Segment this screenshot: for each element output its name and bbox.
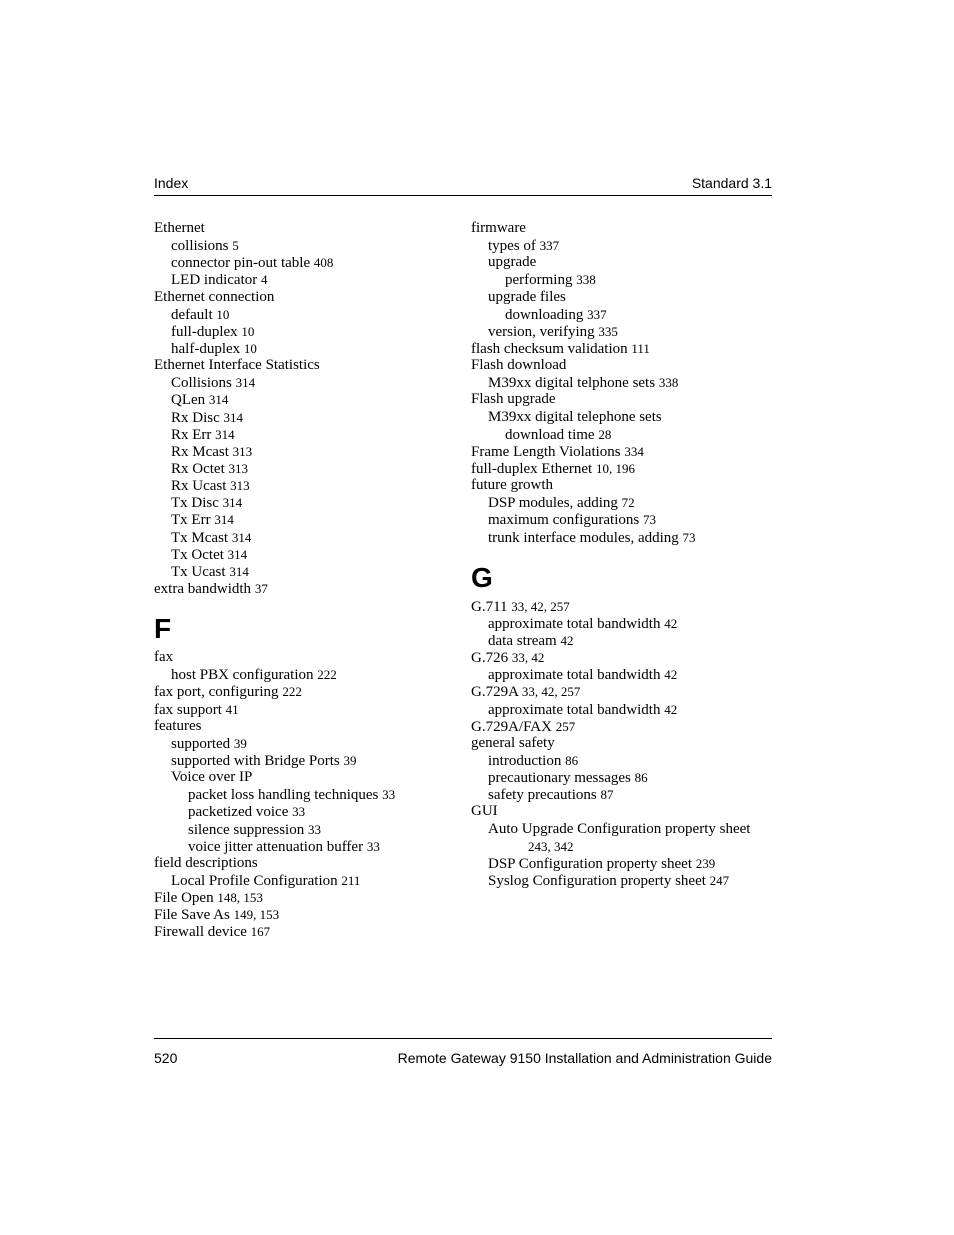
- index-page-refs[interactable]: 4: [260, 272, 268, 288]
- index-term: Tx Err: [171, 512, 211, 529]
- index-term: silence suppression: [188, 821, 305, 838]
- index-page-refs[interactable]: 10, 196: [595, 460, 635, 476]
- index-term: packetized voice: [188, 804, 289, 821]
- index-page-refs[interactable]: 211: [341, 872, 361, 888]
- index-term: connector pin-out table: [171, 255, 311, 272]
- index-entry: [154, 735, 454, 752]
- index-entry: [471, 237, 771, 254]
- index-page-refs[interactable]: 408: [313, 255, 334, 271]
- index-term: approximate total bandwidth: [488, 701, 661, 718]
- index-term: types of: [488, 238, 536, 255]
- index-column-left: [154, 220, 454, 940]
- index-term: upgrade files: [488, 288, 566, 305]
- index-term: download time: [505, 426, 595, 443]
- index-entry: [154, 718, 454, 735]
- index-entry: [154, 220, 454, 237]
- index-entry: [471, 598, 771, 615]
- index-entry: [471, 838, 771, 855]
- index-entry: [471, 632, 771, 649]
- index-page-refs[interactable]: 337: [539, 238, 560, 254]
- index-entry: [471, 872, 771, 889]
- index-page-refs[interactable]: 111: [631, 340, 650, 356]
- index-page-refs[interactable]: 149, 153: [233, 907, 280, 923]
- index-page-refs[interactable]: 314: [222, 495, 243, 511]
- index-entry: [154, 289, 454, 306]
- index-entry: [154, 821, 454, 838]
- index-entry: [471, 306, 771, 323]
- index-term: Flash download: [471, 357, 567, 374]
- index-entry: [471, 340, 771, 357]
- index-term: features: [154, 717, 202, 734]
- index-entry: [471, 718, 771, 735]
- index-page-refs[interactable]: 337: [587, 306, 607, 322]
- header-section-title: Index: [154, 175, 189, 191]
- index-page-refs[interactable]: 313: [232, 443, 253, 459]
- footer-page-number: 520: [154, 1050, 178, 1066]
- index-page-refs[interactable]: 42: [664, 615, 678, 631]
- index-page-refs[interactable]: 87: [600, 787, 614, 803]
- index-term: Tx Mcast: [171, 529, 229, 546]
- index-page-refs[interactable]: 5: [232, 238, 239, 254]
- index-term: M39xx digital telphone sets: [488, 375, 656, 392]
- index-term: general safety: [471, 734, 555, 751]
- index-entry: [154, 701, 454, 718]
- index-entry: [154, 683, 454, 700]
- footer-document-title: Remote Gateway 9150 Installation and Administration Guide: [397, 1050, 772, 1066]
- index-entry: [471, 443, 771, 460]
- index-page-refs[interactable]: 33: [366, 838, 380, 854]
- index-page-refs[interactable]: 72: [621, 495, 635, 511]
- index-entry: [154, 374, 454, 391]
- index-page-refs[interactable]: 42: [560, 632, 574, 648]
- index-term: Flash upgrade: [471, 391, 556, 408]
- index-entry: [154, 546, 454, 563]
- index-page-refs[interactable]: 314: [227, 546, 248, 562]
- index-entry: [471, 511, 771, 528]
- index-page-refs[interactable]: 314: [214, 512, 234, 528]
- index-entry: [154, 426, 454, 443]
- index-term: flash checksum validation: [471, 340, 628, 357]
- index-entry: [154, 306, 454, 323]
- index-term: performing: [505, 272, 573, 289]
- index-entry: [154, 237, 454, 254]
- index-entry: [154, 666, 454, 683]
- page-footer: [154, 1038, 772, 1069]
- index-term: G.729A: [471, 684, 519, 701]
- index-term: Tx Octet: [171, 546, 224, 563]
- index-page-refs[interactable]: 42: [664, 667, 678, 683]
- index-entry: [471, 477, 771, 494]
- index-term: G.726: [471, 650, 509, 667]
- index-page-refs[interactable]: 73: [642, 512, 656, 528]
- index-term: downloading: [505, 306, 584, 323]
- index-term: QLen: [171, 392, 206, 409]
- index-term: fax port, configuring: [154, 684, 279, 701]
- index-entry: [471, 409, 771, 426]
- index-term: Rx Mcast: [171, 443, 229, 460]
- index-page-refs[interactable]: 338: [576, 272, 596, 288]
- index-term: data stream: [488, 632, 557, 649]
- index-term: DSP modules, adding: [488, 495, 618, 512]
- index-term: Rx Ucast: [171, 478, 227, 495]
- index-term: Rx Octet: [171, 460, 225, 477]
- index-entry: [471, 786, 771, 803]
- index-term: voice jitter attenuation buffer: [188, 838, 364, 855]
- index-page-refs[interactable]: 313: [230, 478, 250, 494]
- index-term: Frame Length Violations: [471, 443, 621, 460]
- index-entry: [154, 923, 454, 940]
- index-entry: [154, 889, 454, 906]
- index-entry: [471, 649, 771, 666]
- index-entry: [154, 477, 454, 494]
- index-term: G.711: [471, 598, 508, 615]
- index-entry: [471, 735, 771, 752]
- index-page-refs[interactable]: 39: [233, 735, 247, 751]
- index-term: Rx Err: [171, 426, 212, 443]
- index-term: DSP Configuration property sheet: [488, 855, 693, 872]
- index-entry: [154, 752, 454, 769]
- index-entry: [471, 701, 771, 718]
- index-entry: [471, 821, 771, 838]
- index-term: Ethernet: [154, 220, 205, 236]
- index-page-refs[interactable]: 314: [208, 392, 229, 408]
- index-term: version, verifying: [488, 323, 595, 340]
- index-page-refs[interactable]: 243, 342: [528, 838, 574, 854]
- index-term: Tx Disc: [171, 495, 219, 512]
- index-page-refs[interactable]: 334: [624, 443, 644, 459]
- index-entry: [154, 906, 454, 923]
- index-term: Syslog Configuration property sheet: [488, 872, 706, 889]
- index-page-refs[interactable]: 257: [555, 718, 576, 734]
- index-entry: [154, 838, 454, 855]
- index-entry: [471, 426, 771, 443]
- index-term: LED indicator: [171, 272, 258, 289]
- index-entry: [471, 220, 771, 237]
- index-term: Auto Upgrade Configuration property sheet: [488, 820, 751, 837]
- index-entry: [471, 323, 771, 340]
- index-entry: [471, 289, 771, 306]
- index-term: upgrade: [488, 254, 537, 271]
- index-entry: [154, 391, 454, 408]
- index-entry: [471, 374, 771, 391]
- index-term: Voice over IP: [171, 769, 253, 786]
- index-term: Ethernet connection: [154, 288, 275, 305]
- index-term: approximate total bandwidth: [488, 667, 661, 684]
- index-entry: [154, 580, 454, 597]
- index-page-refs[interactable]: 314: [223, 409, 243, 425]
- index-entry: [154, 511, 454, 528]
- index-page-refs[interactable]: 338: [658, 375, 679, 391]
- index-entry: [471, 529, 771, 546]
- index-entry: [154, 529, 454, 546]
- index-term: field descriptions: [154, 854, 258, 871]
- index-entry: [471, 615, 771, 632]
- index-entry: [154, 563, 454, 580]
- index-page-refs[interactable]: 42: [664, 701, 678, 717]
- index-term: Local Profile Configuration: [171, 872, 338, 889]
- index-entry: [154, 769, 454, 786]
- index-entry: [154, 357, 454, 374]
- index-page-refs[interactable]: 28: [598, 426, 612, 442]
- index-page-refs[interactable]: 33: [292, 804, 306, 820]
- index-entry: [154, 786, 454, 803]
- index-page-refs[interactable]: 314: [229, 563, 249, 579]
- index-term: fax support: [154, 701, 222, 718]
- index-page-refs[interactable]: 33, 42, 257: [511, 598, 570, 614]
- index-entry: [154, 323, 454, 340]
- index-page-refs[interactable]: 33: [307, 821, 321, 837]
- index-term: supported: [171, 735, 231, 752]
- index-entry: [154, 340, 454, 357]
- index-page-refs[interactable]: 10: [216, 306, 230, 322]
- index-page-refs[interactable]: 148, 153: [217, 890, 263, 906]
- section-letter: F: [154, 613, 172, 645]
- index-page-refs[interactable]: 335: [598, 323, 618, 339]
- index-term: Collisions: [171, 375, 232, 392]
- index-term: File Save As: [154, 907, 230, 924]
- index-entry: [154, 649, 454, 666]
- index-page-refs[interactable]: 33: [382, 787, 396, 803]
- index-page-refs[interactable]: 10: [241, 323, 255, 339]
- index-entry: [154, 271, 454, 288]
- index-page-refs[interactable]: 222: [317, 667, 337, 683]
- index-entry: [471, 752, 771, 769]
- index-page-refs[interactable]: 73: [682, 529, 696, 545]
- index-entry: [154, 494, 454, 511]
- index-term: half-duplex: [171, 340, 241, 357]
- index-entry: [471, 494, 771, 511]
- index-term: fax: [154, 649, 174, 666]
- index-term: Ethernet Interface Statistics: [154, 357, 320, 374]
- index-entry: [471, 769, 771, 786]
- index-term: File Open: [154, 890, 214, 907]
- index-page-refs[interactable]: 314: [231, 529, 252, 545]
- index-term: Tx Ucast: [171, 563, 226, 580]
- index-entry: [154, 409, 454, 426]
- index-page-refs[interactable]: 239: [695, 855, 716, 871]
- index-entry: [154, 803, 454, 820]
- index-term: supported with Bridge Ports: [171, 752, 340, 769]
- index-term: packet loss handling techniques: [188, 787, 379, 804]
- index-page-refs[interactable]: 86: [634, 770, 648, 786]
- index-term: safety precautions: [488, 787, 597, 804]
- index-page-refs[interactable]: 41: [225, 701, 239, 717]
- index-term: collisions: [171, 238, 229, 255]
- index-entry: [471, 254, 771, 271]
- index-page-refs[interactable]: 314: [215, 426, 235, 442]
- index-entry: [471, 666, 771, 683]
- index-page-refs[interactable]: 33, 42, 257: [521, 684, 581, 700]
- section-letter: G: [471, 561, 493, 593]
- index-page-refs[interactable]: 314: [235, 375, 256, 391]
- index-page-refs[interactable]: 37: [254, 580, 268, 596]
- index-entry: [471, 803, 771, 820]
- index-term: full-duplex: [171, 323, 238, 340]
- index-term: GUI: [471, 803, 498, 820]
- index-page-refs[interactable]: 167: [250, 924, 271, 940]
- index-page-refs[interactable]: 33, 42: [511, 650, 545, 666]
- index-entry: [471, 683, 771, 700]
- index-term: maximum configurations: [488, 512, 640, 529]
- header-version: Standard 3.1: [691, 175, 772, 191]
- index-term: precautionary messages: [488, 770, 631, 787]
- index-entry: [154, 460, 454, 477]
- index-entry: [154, 254, 454, 271]
- index-entry: [471, 357, 771, 374]
- index-term: M39xx digital telephone sets: [488, 408, 662, 425]
- index-term: default: [171, 306, 213, 323]
- index-page-refs[interactable]: 86: [565, 752, 579, 768]
- index-entry: [471, 271, 771, 288]
- index-term: future growth: [471, 477, 554, 494]
- index-term: Rx Disc: [171, 409, 220, 426]
- index-page-refs[interactable]: 313: [228, 460, 248, 476]
- index-term: Firewall device: [154, 924, 247, 941]
- index-column-right: [471, 220, 771, 889]
- index-term: extra bandwidth: [154, 580, 252, 597]
- index-term: G.729A/FAX: [471, 718, 552, 735]
- index-term: trunk interface modules, adding: [488, 529, 679, 546]
- index-entry: [471, 855, 771, 872]
- index-entry: [154, 872, 454, 889]
- index-entry: [154, 443, 454, 460]
- index-page-refs[interactable]: 222: [282, 684, 302, 700]
- index-term: introduction: [488, 752, 562, 769]
- index-page-refs[interactable]: 39: [343, 752, 357, 768]
- index-term: firmware: [471, 220, 526, 236]
- index-page-refs[interactable]: 247: [709, 872, 730, 888]
- index-entry: [154, 855, 454, 872]
- index-term: host PBX configuration: [171, 667, 314, 684]
- index-term: full-duplex Ethernet: [471, 460, 593, 477]
- page-header: [154, 174, 772, 196]
- index-page-refs[interactable]: 10: [243, 340, 257, 356]
- index-term: approximate total bandwidth: [488, 615, 661, 632]
- index-entry: [471, 460, 771, 477]
- index-entry: [471, 391, 771, 408]
